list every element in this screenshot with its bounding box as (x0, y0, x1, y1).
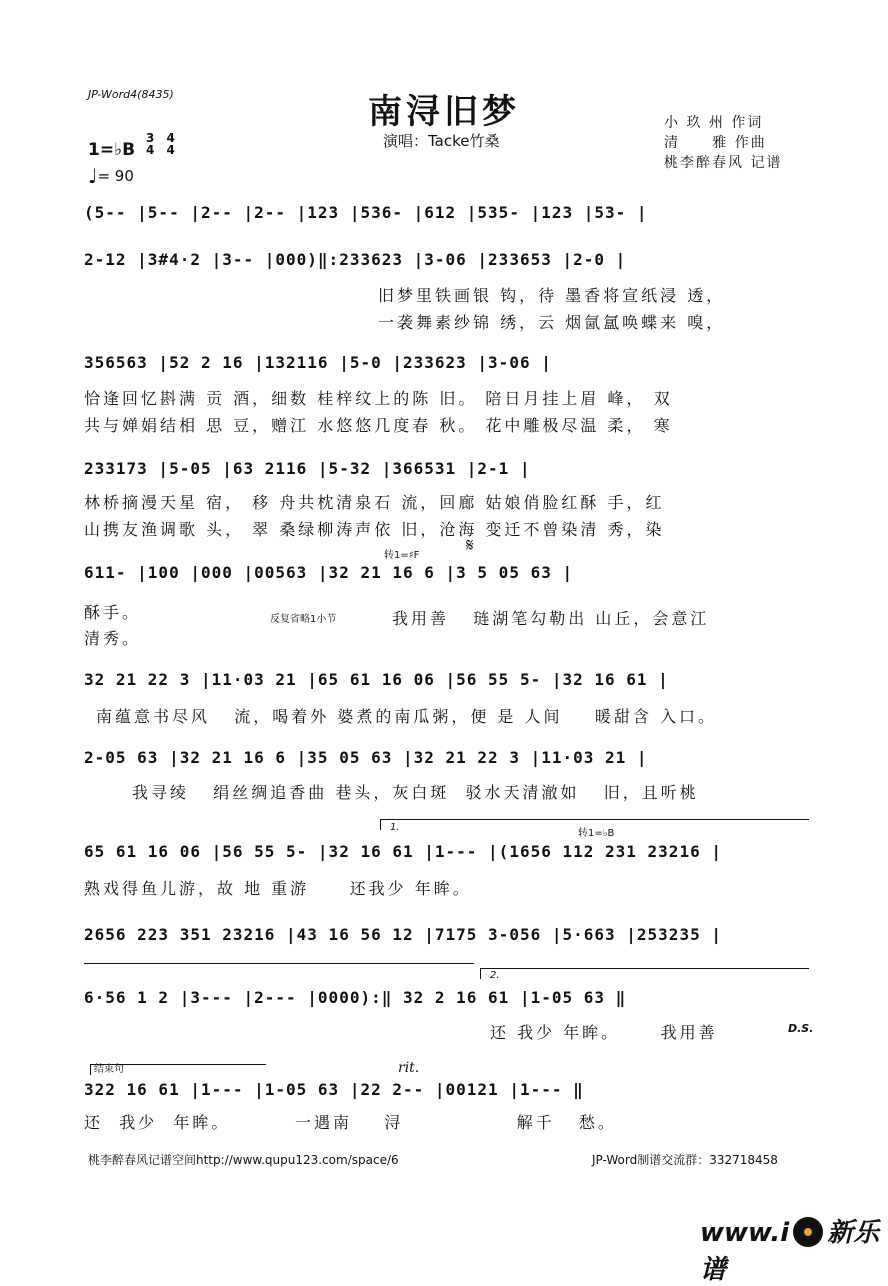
time-signature-2 (167, 132, 175, 156)
score-line-6: 32 21 22 3 |11·03 21 |65 61 16 06 |56 55 5- |32 16 61 | (84, 670, 669, 689)
transcriber: 桃李醉春风 记谱 (664, 155, 783, 171)
singer: 演唱：Tacke竹桑 (383, 132, 500, 150)
lyric-line-11: 还 我少 年眸。 一遇南 浔 解千 愁。 (84, 1113, 617, 1132)
lyric-line-2a: 旧梦里铁画银 钩，待 墨香将宣纸浸 透， (378, 286, 726, 305)
footer-source: 桃李醉春风记谱空间http://www.qupu123.com/space/6 (88, 1153, 399, 1167)
credits (664, 113, 782, 173)
lyric-line-4a: 林桥摘漫天星 宿， 移 舟共枕清泉石 流，回廊 姑娘俏脸红酥 手，红 (84, 493, 665, 512)
composer: 清 雅 作曲 (664, 135, 767, 151)
rit-marker: rit. (398, 1060, 420, 1076)
quarter-note-icon: ♩ (88, 164, 98, 188)
volta-1-label: 1. (390, 822, 400, 833)
lyric-line-5b: 清秀。 (84, 629, 142, 648)
repeat-note: 反复省略1小节 (270, 614, 337, 625)
time-signature-1 (146, 132, 154, 156)
lyric-line-5a: 酥手。 (84, 603, 142, 622)
score-line-2: 2-12 |3#4·2 |3-- |000)‖:233623 |3-06 |233653 |2-0 | (84, 250, 627, 269)
volta-2-label: 2. (490, 970, 500, 981)
song-title: 南浔旧梦 (368, 92, 520, 132)
tempo (88, 164, 134, 188)
ds-marker: D.S. (788, 1022, 814, 1035)
lyric-line-4b: 山携友渔调歌 头， 翠 桑绿柳涛声依 旧，沧海 变迁不曾染清 秀，染 (84, 520, 665, 539)
score-line-11: 322 16 61 |1--- |1-05 63 |22 2-- |00121 |1--- ‖ (84, 1080, 584, 1099)
watermark-logo-text: 新乐谱 (700, 1218, 880, 1285)
score-line-8: 65 61 16 06 |56 55 5- |32 16 61 |1--- |(1656 112 231 23216 | (84, 842, 722, 861)
ts1-num: 3 (146, 131, 155, 145)
lyric-line-2b: 一袭舞素纱锦 绣，云 烟氤氲唤蝶来 嗅， (378, 313, 726, 332)
score-line-5: 611- |100 |000 |00563 |32 21 16 6 |3 5 05 63 | (84, 563, 574, 582)
lyric-line-7: 我寻绫 绢丝绸追香曲 巷头，灰白斑 驳水天清澈如 旧，且听桃 (132, 783, 699, 802)
ts1-den: 4 (146, 143, 155, 157)
lyric-line-6: 南蕴意书尽风 流，喝着外 婆煮的南瓜粥，便 是 人间 暖甜含 入口。 (96, 707, 717, 726)
software-label: JP-Word4(8435) (88, 88, 174, 101)
score-line-7: 2-05 63 |32 21 16 6 |35 05 63 |32 21 22 3 |11·03 21 | (84, 748, 648, 767)
lyric-line-5-right: 我用善 琏湖笔勾勒出 山丘，会意江 (392, 609, 710, 628)
record-logo-icon (793, 1217, 823, 1247)
ending-label: 结束句 (94, 1064, 124, 1075)
lyricist: 小 玖 州 作词 (664, 115, 764, 131)
score-line-1: (5-- |5-- |2-- |2-- |123 |536- |612 |535- |123 |53- | (84, 203, 648, 222)
watermark (700, 1212, 888, 1286)
segno-icon: 𝄋 (466, 535, 474, 556)
score-line-10: 6·56 1 2 |3--- |2--- |0000):‖ 32 2 16 61 |1-05 63 ‖ (84, 988, 627, 1007)
footer-group: JP-Word制谱交流群：332718458 (592, 1153, 778, 1167)
divider (84, 963, 474, 964)
score-line-9: 2656 223 351 23216 |43 16 56 12 |7175 3-056 |5·663 |253235 | (84, 925, 722, 944)
ts2-num: 4 (166, 131, 175, 145)
lyric-line-3b: 共与婵娟结相 思 豆，赠江 水悠悠几度春 秋。 花中雕极尽温 柔， 寒 (84, 416, 673, 435)
key-signature: 1=♭B (88, 140, 136, 160)
time-signatures (146, 132, 183, 156)
lyric-line-8: 熟戏得鱼儿游，故 地 重游 还我少 年眸。 (84, 879, 472, 898)
volta-2-bracket (480, 968, 809, 979)
tempo-value: = 90 (97, 167, 134, 185)
modulation-f: 转1=♯F (384, 550, 420, 561)
lyric-line-3a: 恰逢回忆斟满 贡 酒，细数 桂梓纹上的陈 旧。 陪日月挂上眉 峰， 双 (84, 389, 673, 408)
modulation-b: 转1=♭B (578, 828, 615, 839)
score-line-3: 356563 |52 2 16 |132116 |5-0 |233623 |3-06 | (84, 353, 552, 372)
score-line-4: 233173 |5-05 |63 2116 |5-32 |366531 |2-1 | (84, 459, 531, 478)
ts2-den: 4 (166, 143, 175, 157)
watermark-url: www.i (700, 1218, 790, 1248)
lyric-line-10: 还 我少 年眸。 我用善 (490, 1023, 718, 1042)
